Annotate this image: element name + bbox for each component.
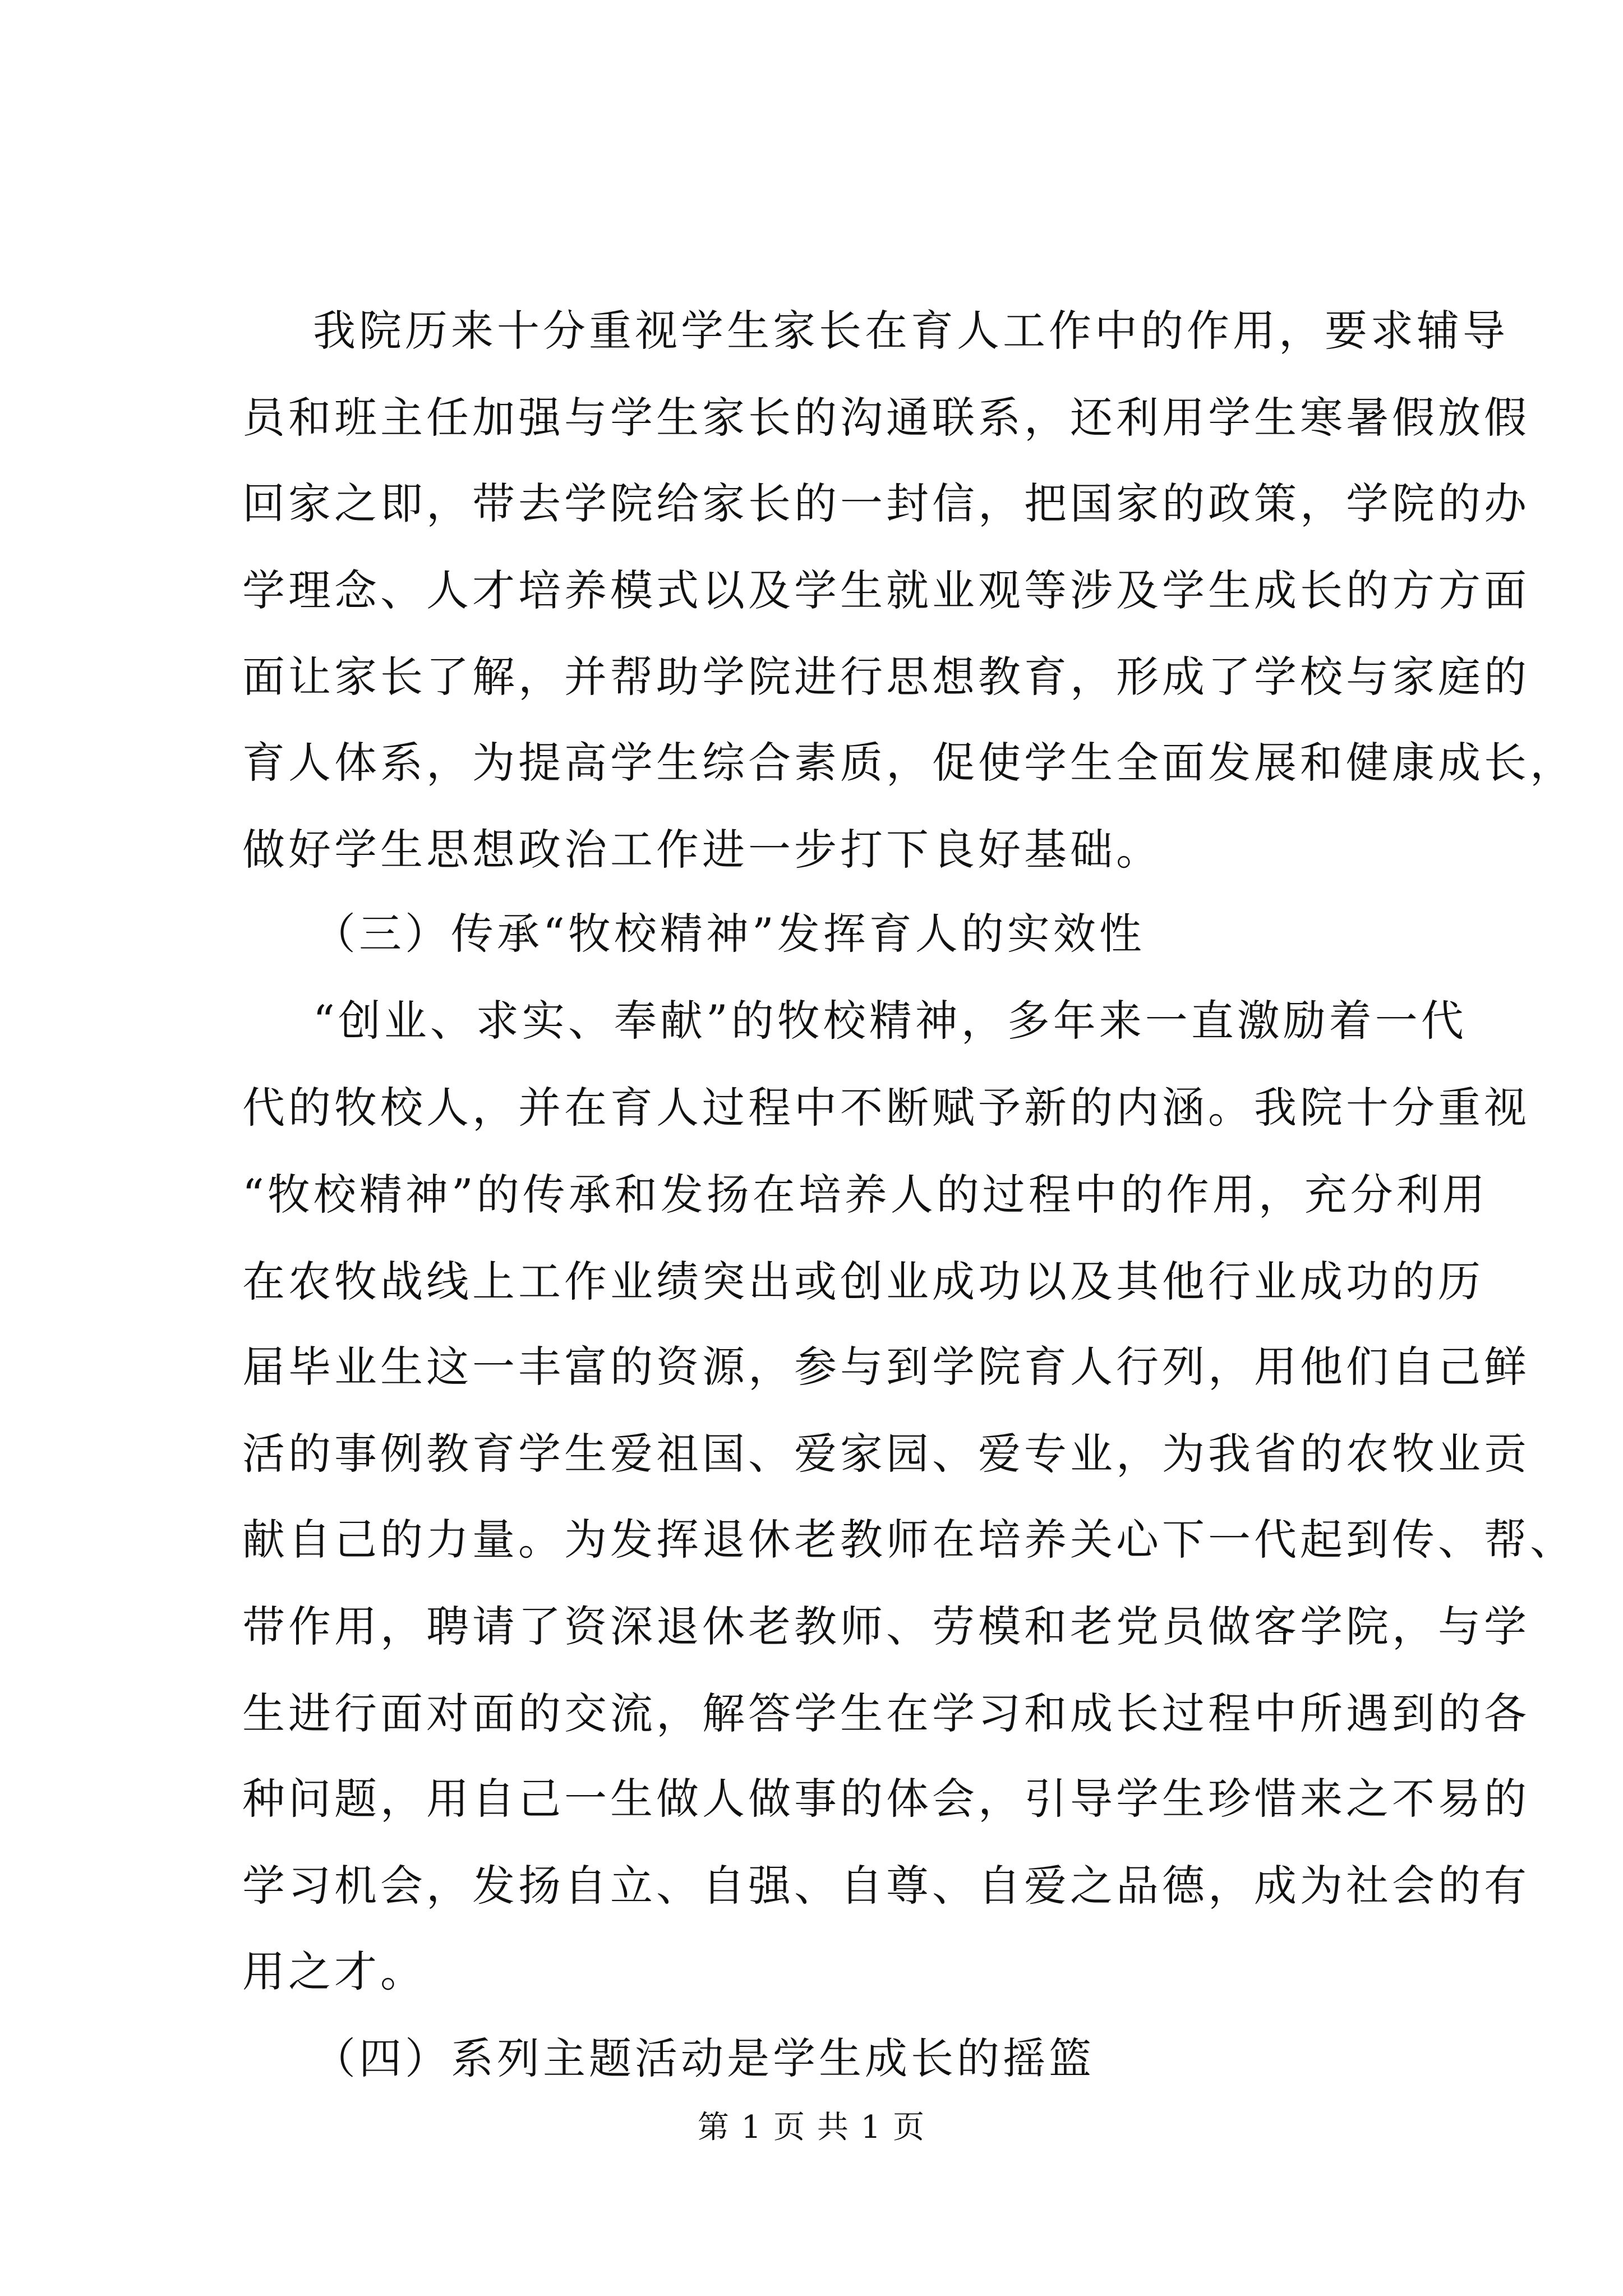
paragraph-1-line-4: 学理念、人才培养模式以及学生就业观等涉及学生成长的方方面 [242, 565, 1530, 615]
section-heading-3: （三）传承“牧校精神”发挥育人的实效性 [313, 909, 1145, 959]
page-footer: 第 1 页 共 1 页 [697, 2109, 926, 2146]
paragraph-1-line-1: 我院历来十分重视学生家长在育人工作中的作用，要求辅导 [313, 306, 1509, 356]
paragraph-2-line-6: 活的事例教育学生爱祖国、爱家园、爱专业，为我省的农牧业贡 [242, 1429, 1530, 1479]
paragraph-2-line-11: 学习机会，发扬自立、自强、自尊、自爱之品德，成为社会的有 [242, 1861, 1530, 1911]
paragraph-1-line-3: 回家之即，带去学院给家长的一封信，把国家的政策，学院的办 [242, 478, 1530, 528]
paragraph-2-line-9: 生进行面对面的交流，解答学生在学习和成长过程中所遇到的各 [242, 1688, 1530, 1738]
paragraph-2-line-1: “创业、求实、奉献”的牧校精神，多年来一直激励着一代 [313, 996, 1467, 1046]
paragraph-2-line-7: 献自己的力量。为发挥退休老教师在培养关心下一代起到传、帮、 [242, 1515, 1576, 1565]
paragraph-2-line-10: 种问题，用自己一生做人做事的体会，引导学生珍惜来之不易的 [242, 1774, 1530, 1824]
paragraph-2-line-8: 带作用，聘请了资深退休老教师、劳模和老党员做客学院，与学 [242, 1602, 1530, 1651]
paragraph-1-line-6: 育人体系，为提高学生综合素质，促使学生全面发展和健康成长， [242, 738, 1576, 788]
paragraph-1-line-5: 面让家长了解，并帮助学院进行思想教育，形成了学校与家庭的 [242, 652, 1530, 702]
paragraph-2-line-4: 在农牧战线上工作业绩突出或创业成功以及其他行业成功的历 [242, 1257, 1484, 1306]
paragraph-2-line-12: 用之才。 [242, 1947, 426, 1996]
section-heading-4: （四）系列主题活动是学生成长的摇篮 [313, 2033, 1095, 2083]
paragraph-2-line-5: 届毕业生这一丰富的资源，参与到学院育人行列，用他们自己鲜 [242, 1342, 1530, 1392]
paragraph-2-line-3: “牧校精神”的传承和发扬在培养人的过程中的作用，充分利用 [242, 1170, 1488, 1220]
paragraph-1-line-7: 做好学生思想政治工作进一步打下良好基础。 [242, 825, 1162, 875]
paragraph-1-line-2: 员和班主任加强与学生家长的沟通联系，还利用学生寒暑假放假 [242, 393, 1530, 443]
paragraph-2-line-2: 代的牧校人，并在育人过程中不断赋予新的内涵。我院十分重视 [242, 1083, 1530, 1133]
